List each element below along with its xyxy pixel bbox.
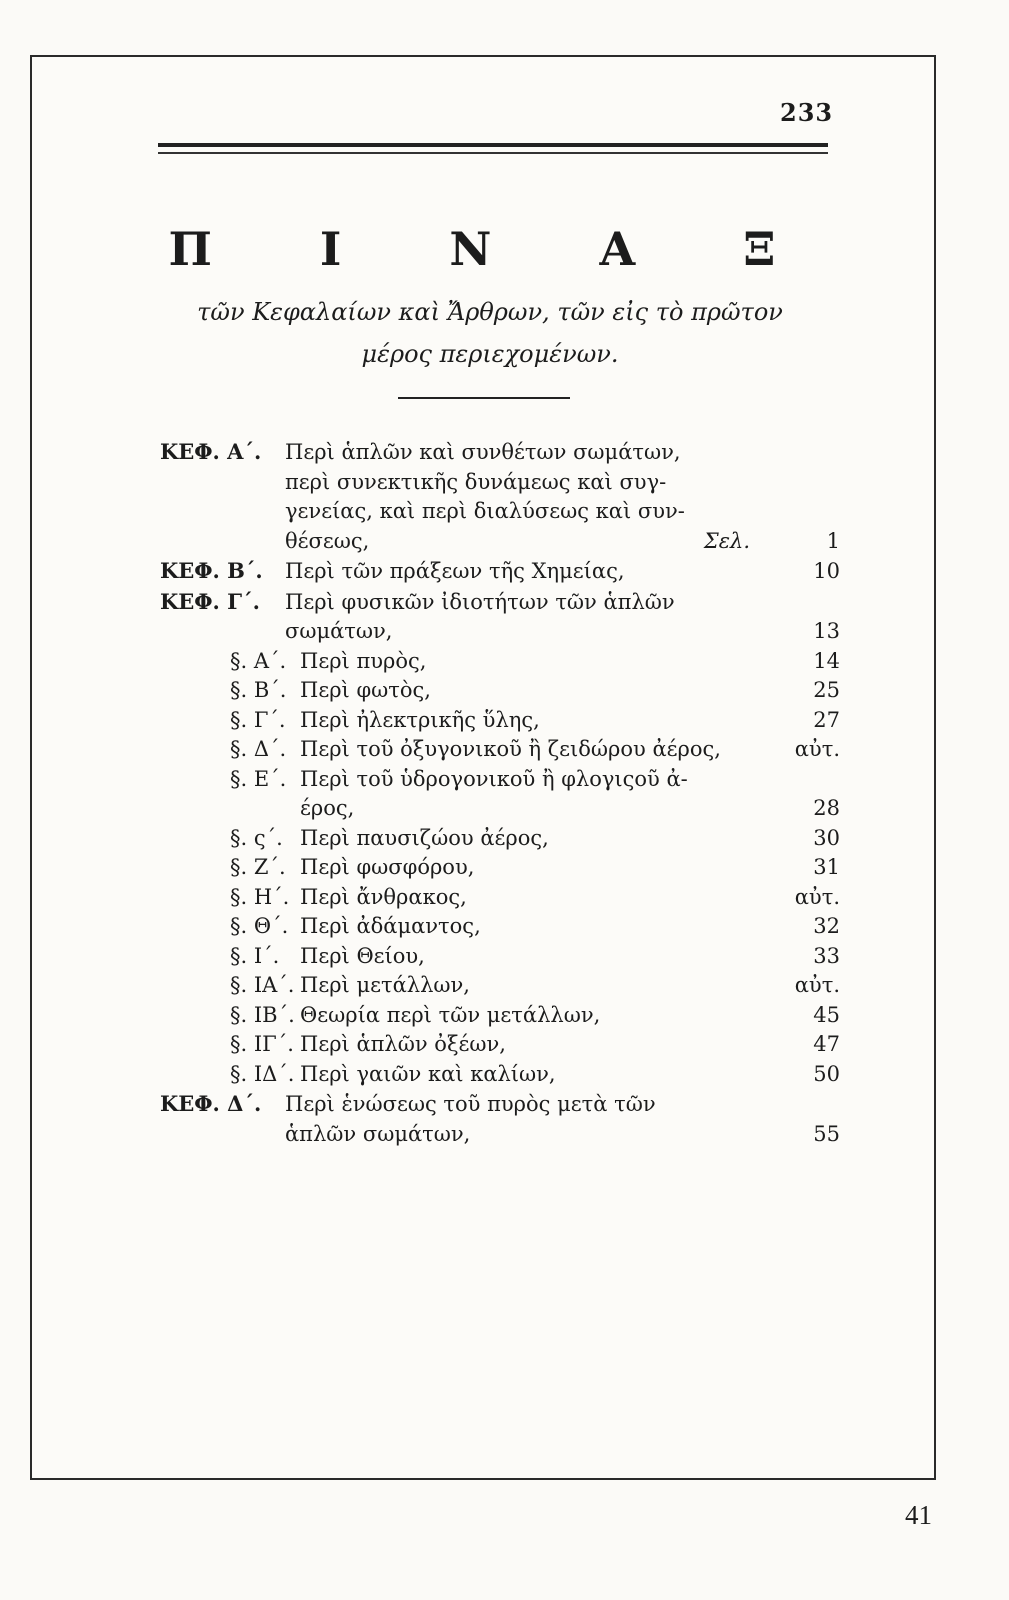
toc-entry-label: ΚΕΦ. Β΄. [160,558,263,583]
toc-entry-text: Περὶ τῶν πράξεων τῆς Χημείας, [285,559,625,583]
toc-page-number: αὐτ. [794,973,840,997]
toc-entry-line [160,1030,840,1060]
toc-entry-text: θέσεως, [285,528,370,553]
toc-entry-label: §. Δ΄. [230,737,287,761]
toc-entry [160,824,840,854]
toc-entry-line [160,765,840,795]
toc-entry-text: Περὶ τοῦ ὀξυγονικοῦ ἢ ζειδώρου ἀέρος, [300,737,721,761]
header-rule-thin [158,152,828,154]
toc-page-number: 31 [813,855,840,879]
toc-sel-abbrev: Σελ. [703,528,750,553]
toc-entry-text: ἁπλῶν σωμάτων, [285,1121,471,1146]
toc-entry-text: Περὶ φυσικῶν ἰδιοτήτων τῶν ἁπλῶν [285,589,675,614]
title-separator-rule [398,397,570,399]
toc-entry-line [160,942,840,972]
index-subtitle-line2: μέρος περιεχομένων. [361,340,619,368]
index-title: Π Ι Ν Α Ξ [168,222,822,276]
toc-entry-text: Περὶ ἀδάμαντος, [300,914,481,938]
toc-page-number: 32 [813,914,840,938]
toc-entry [160,1001,840,1031]
toc-entry [160,676,840,706]
toc-entry-text: Περὶ ἁπλῶν ὀξέων, [300,1032,506,1056]
toc-entry-line [160,735,840,765]
toc-entry-label: §. Ι΄. [230,943,280,968]
toc-entry-text: Περὶ πυρὸς, [300,648,427,673]
footer-page-number: 41 [905,1500,932,1530]
toc-entry-text: γενείας, καὶ περὶ διαλύσεως καὶ συν- [285,499,685,523]
toc-entry-text: Περὶ μετάλλων, [300,973,470,997]
toc-entry [160,942,840,972]
toc-page-number: 25 [813,678,840,702]
toc-page-number: 14 [813,648,840,673]
toc-entry-line [160,971,840,1001]
toc-entry-text: Περὶ φωτὸς, [300,678,431,702]
toc-page-number: αὐτ. [794,737,840,761]
toc-page-number: 50 [813,1061,840,1086]
toc-entry [160,706,840,736]
toc-entry [160,1089,840,1149]
toc-entry-label: §. Α΄. [230,648,287,673]
toc-entry-line [160,468,840,498]
toc-entry-line [160,437,840,468]
toc-page-number: 10 [813,559,840,583]
toc-entry-line [160,1089,840,1120]
toc-page-number: 45 [813,1002,840,1027]
toc-entry [160,587,840,647]
toc-entry-line [160,1060,840,1090]
toc-entry [160,647,840,677]
toc-entry-text: Περὶ ἠλεκτρικῆς ὕλης, [300,707,540,732]
toc-entry-label: ΚΕΦ. Α΄. [160,439,262,464]
toc-entry-line [160,647,840,677]
toc-entry-text: περὶ συνεκτικῆς δυνάμεως καὶ συγ- [285,469,667,494]
toc-entry-line [160,1120,840,1150]
page-number: 233 [780,98,834,127]
toc-entry-label: §. ΙΔ΄. [230,1061,295,1086]
toc-entry-text: Θεωρία περὶ τῶν μετάλλων, [300,1002,601,1027]
toc-entry-label: §. Η΄. [230,884,290,909]
toc-entry-line [160,587,840,618]
toc-entry [160,883,840,913]
toc-entry-label: §. Ζ΄. [230,855,286,879]
table-of-contents [160,437,840,1149]
toc-entry [160,1030,840,1060]
toc-entry-label: §. Γ΄. [230,707,286,732]
header-rule-thick [158,143,828,147]
toc-entry-line [160,556,840,587]
toc-entry [160,437,840,556]
toc-page-number: 47 [813,1032,840,1056]
toc-entry [160,735,840,765]
toc-entry-line [160,824,840,854]
toc-entry-label: §. ΙΒ΄. [230,1002,295,1027]
toc-entry-text: Περὶ γαιῶν καὶ καλίων, [300,1061,556,1086]
toc-page-number: 27 [813,707,840,732]
toc-page-number: 55 [813,1121,840,1146]
toc-entry-line [160,617,840,647]
toc-entry-line [160,706,840,736]
index-subtitle-line1: τῶν Κεφαλαίων καὶ Ἄρθρων, τῶν εἰς τὸ πρῶτον [197,298,783,326]
toc-entry-text: έρος, [300,796,355,820]
toc-entry-text: Περὶ τοῦ ὑδρογονικοῦ ἢ φλογιςοῦ ἀ- [300,766,688,791]
toc-entry-line [160,912,840,942]
toc-page-number: 30 [813,825,840,850]
toc-entry-label: §. ς΄. [230,825,283,850]
toc-entry-line [160,853,840,883]
toc-page-number: αὐτ. [794,884,840,909]
toc-entry-label: §. Ε΄. [230,766,287,791]
toc-page-number: 33 [813,943,840,968]
toc-entry-label: §. Β΄. [230,678,287,702]
toc-entry-label: §. Θ΄. [230,914,289,938]
toc-entry-text: Περὶ φωσφόρου, [300,855,475,879]
toc-entry-label: §. ΙΓ΄. [230,1032,294,1056]
toc-entry [160,971,840,1001]
toc-entry-label: §. ΙΑ΄. [230,973,295,997]
toc-page-number: 13 [813,619,840,643]
toc-entry-line [160,883,840,913]
toc-entry-text: Περὶ παυσιζώου ἀέρος, [300,825,549,850]
toc-entry-label: ΚΕΦ. Γ΄. [160,588,260,614]
header-double-rule [158,143,828,157]
toc-page-number: 1 [826,528,840,553]
toc-entry-line [160,794,840,824]
toc-entry [160,1060,840,1090]
toc-entry-label: ΚΕΦ. Δ΄. [160,1091,262,1116]
toc-entry [160,765,840,824]
toc-entry [160,556,840,587]
toc-entry-text: Περὶ ἄνθρακος, [300,884,467,909]
toc-entry-line [160,676,840,706]
toc-entry-line [160,497,840,527]
toc-entry-text: σωμάτων, [285,619,393,643]
toc-entry-text: Περὶ ἁπλῶν καὶ συνθέτων σωμάτων, [285,440,681,464]
toc-page-number: 28 [813,796,840,820]
toc-entry [160,912,840,942]
toc-entry [160,853,840,883]
toc-entry-text: Περὶ ἑνώσεως τοῦ πυρὸς μετὰ τῶν [285,1092,656,1116]
toc-entry-line [160,1001,840,1031]
toc-entry-text: Περὶ Θείου, [300,943,425,968]
